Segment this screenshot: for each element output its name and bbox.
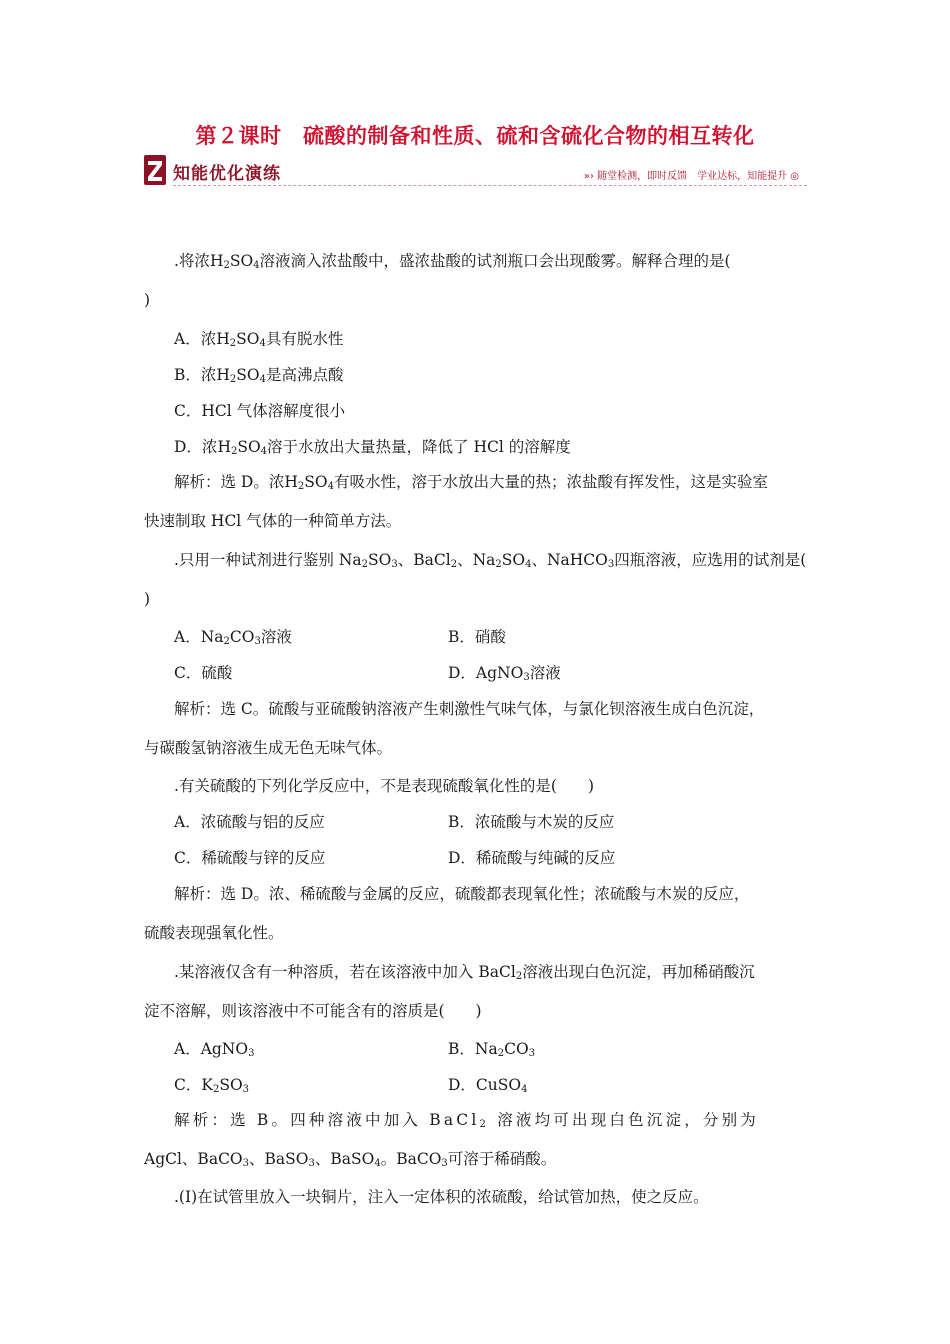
q2-option-d: D．AgNO$_3$溶液	[448, 664, 561, 683]
q2-option-c: C．硫酸	[174, 664, 233, 682]
q4-answer: 解析：选 B。四种溶液中加入 BaCl$_2$ 溶液均可出现白色沉淀，分别为	[174, 1111, 759, 1130]
q3-option-d: D．稀硫酸与纯碱的反应	[448, 849, 616, 867]
q1-answer: 解析：选 D。浓$H_2SO_4$有吸水性，溶于水放出大量的热；浓盐酸有挥发性，这是实验室	[174, 473, 768, 492]
q2-answer: 解析：选 C。硫酸与亚硫酸钠溶液产生刺激性气味气体，与氯化钡溶液生成白色沉淀，	[174, 700, 765, 718]
q1-option-c: C．HCl 气体溶解度很小	[174, 402, 346, 420]
q2-stem: .只用一种试剂进行鉴别 $Na_2SO_3$、BaCl$_2$、$Na_2SO_4$、NaHCO$_3$四瓶溶液，应选用的试剂是(	[174, 551, 807, 570]
banner-divider	[173, 185, 807, 186]
q1-stem-close: )	[144, 291, 151, 309]
banner-slogan: »› 随堂检测，即时反馈 学业达标，知能提升 ◎	[583, 171, 799, 182]
q4-option-d: D．CuSO$_4$	[448, 1076, 528, 1095]
q4-option-a: A．AgNO$_3$	[174, 1040, 255, 1059]
q3-option-c: C．稀硫酸与锌的反应	[174, 849, 326, 867]
q1-answer-cont: 快速制取 HCl 气体的一种简单方法。	[144, 512, 402, 530]
q4-stem-cont: 淀不溶解，则该溶液中不可能含有的溶质是( )	[144, 1002, 482, 1020]
q1-stem: .将浓$H_2SO_4$溶液滴入浓盐酸中，盛浓盐酸的试剂瓶口会出现酸雾。解释合理的是(	[174, 252, 731, 271]
q3-answer: 解析：选 D。浓、稀硫酸与金属的反应，硫酸都表现氧化性；浓硫酸与木炭的反应，	[174, 885, 750, 903]
q1-option-d: D．浓$H_2SO_4$溶于水放出大量热量，降低了 HCl 的溶解度	[174, 438, 571, 457]
q2-option-a: A．$Na_2CO_3$溶液	[174, 628, 292, 647]
q2-stem-close: )	[144, 590, 151, 608]
q1-option-b: B．浓$H_2SO_4$是高沸点酸	[174, 366, 344, 385]
page-title: 第２课时 硫酸的制备和性质、硫和含硫化合物的相互转化	[195, 124, 755, 148]
q3-answer-cont: 硫酸表现强氧化性。	[144, 924, 284, 942]
q3-option-a: A．浓硫酸与铝的反应	[174, 813, 325, 831]
q4-stem: .某溶液仅含有一种溶质，若在该溶液中加入 BaCl$_2$溶液出现白色沉淀，再加稀硝酸沉	[174, 963, 755, 982]
q5-stem: .(Ⅰ)在试管里放入一块铜片，注入一定体积的浓硫酸，给试管加热，使之反应。	[174, 1188, 709, 1206]
q2-option-b: B．硝酸	[448, 628, 506, 646]
q4-option-b: B．$Na_2CO_3$	[448, 1040, 536, 1059]
section-banner	[143, 153, 807, 189]
q2-answer-cont: 与碳酸氢钠溶液生成无色无味气体。	[144, 739, 393, 757]
q4-answer-cont: AgCl、BaCO$_3$、BaSO$_3$、BaSO$_4$。BaCO$_3$可溶于稀硝酸。	[144, 1150, 557, 1169]
q3-option-b: B．浓硫酸与木炭的反应	[448, 813, 615, 831]
q3-stem: .有关硫酸的下列化学反应中，不是表现硫酸氧化性的是( )	[174, 777, 595, 795]
section-title: 知能优化演练	[173, 164, 281, 184]
z-logo-icon	[143, 153, 169, 187]
q1-option-a: A．浓$H_2SO_4$具有脱水性	[174, 330, 344, 349]
q4-option-c: C．$K_2SO_3$	[174, 1076, 250, 1095]
